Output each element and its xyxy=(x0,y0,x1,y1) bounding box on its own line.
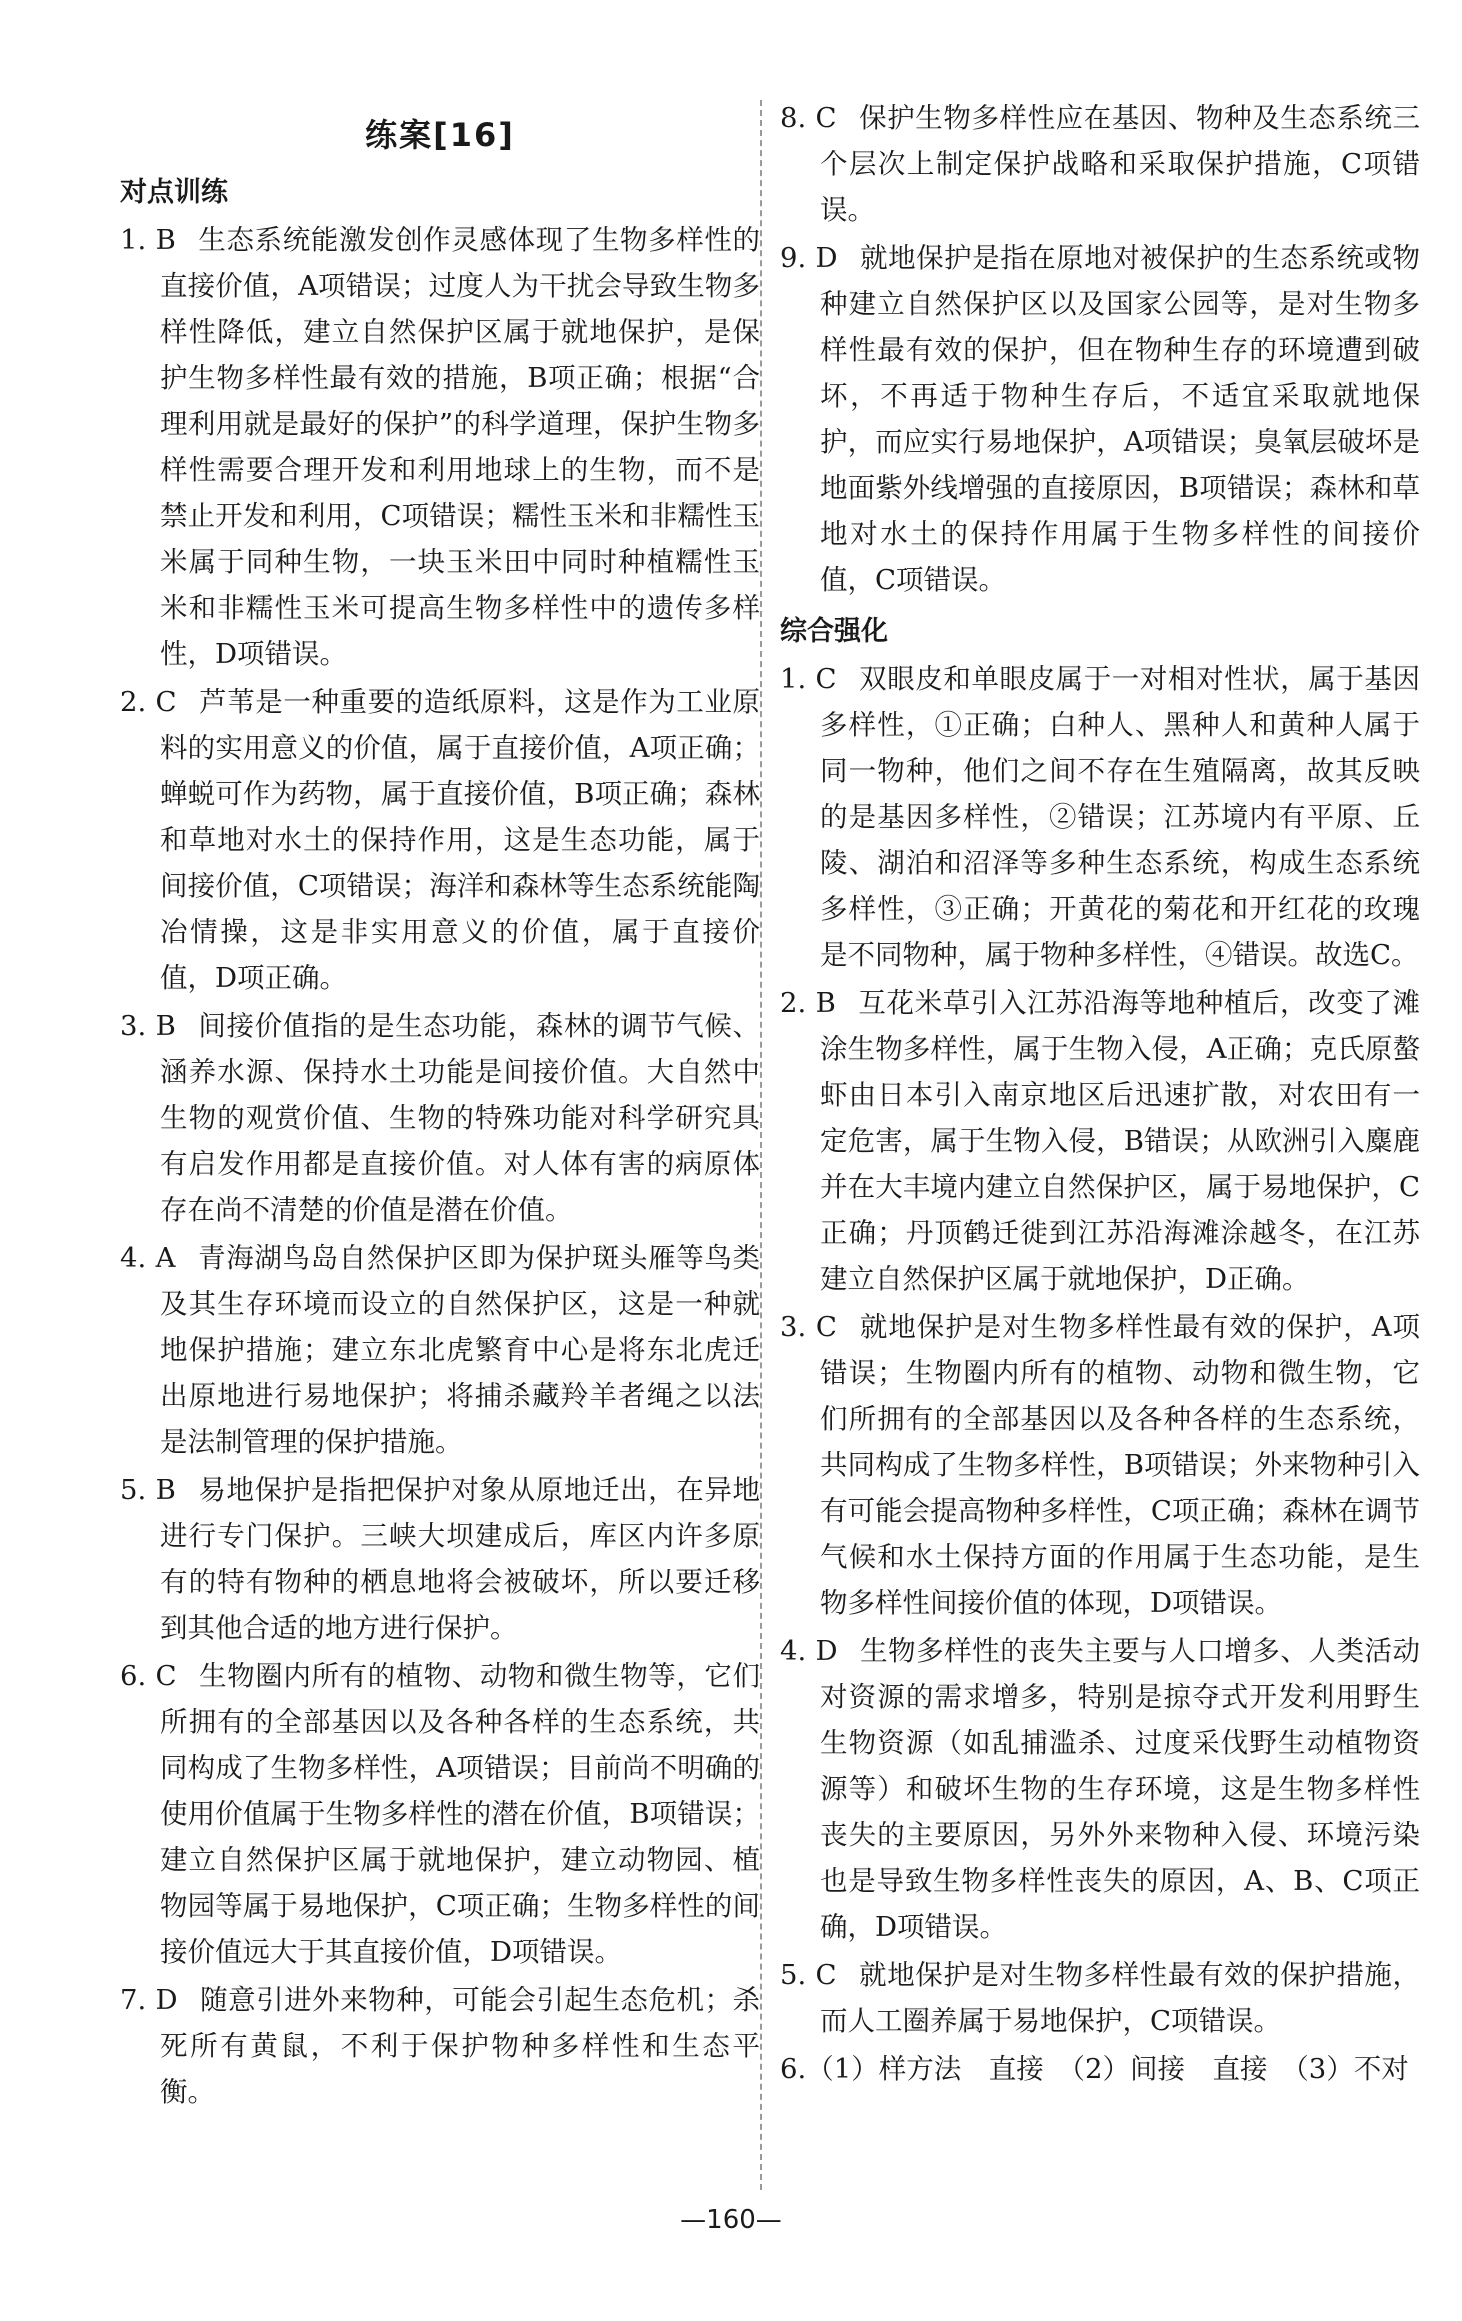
item-number: 5. C xyxy=(780,1959,837,1991)
answer-item xyxy=(120,1235,760,1465)
fill-in-answer-line: 6.（1）样方法 直接 （2）间接 直接 （3）不对 xyxy=(780,2053,1409,2085)
item-text: 就地保护是对生物多样性最有效的保护措施，而人工圈养属于易地保护，C项错误。 xyxy=(820,1959,1420,2037)
item-number: 4. A xyxy=(120,1242,176,1274)
right-column xyxy=(780,95,1420,2092)
answer-item xyxy=(120,1977,760,2115)
answer-item xyxy=(780,656,1420,978)
item-number: 4. D xyxy=(780,1635,838,1667)
section-heading-comprehensive: 综合强化 xyxy=(780,616,888,647)
item-text: 生物多样性的丧失主要与人口增多、人类活动对资源的需求增多，特别是掠夺式开发利用野生生物资源（如乱捕滥杀、过度采伐野生动植物资源等）和破坏生物的生存环境，这是生物多样性丧失的主要原因，另外外来物种入侵、环境污染也是导致生物多样性丧失的原因，A、B、C项正确，D项错误。 xyxy=(820,1635,1421,1943)
answer-item xyxy=(780,1628,1420,1950)
answer-item xyxy=(120,1003,760,1233)
item-text: 保护生物多样性应在基因、物种及生态系统三个层次上制定保护战略和采取保护措施，C项错误。 xyxy=(820,102,1420,226)
item-text: 生态系统能激发创作灵感体现了生物多样性的直接价值，A项错误；过度人为干扰会导致生物多样性降低，建立自然保护区属于就地保护，是保护生物多样性最有效的措施，B项正确；根据“合理利用就是最好的保护”的科学道理，保护生物多样性需要合理开发和利用地球上的生物，而不是禁止开发和利用，C项错误；糯性玉米和非糯性玉米属于同种生物，一块玉米田中同时种植糯性玉米和非糯性玉米可提高生物多样性中的遗传多样性，D项错误。 xyxy=(160,224,760,670)
item-number: 7. D xyxy=(120,1984,178,2016)
answer-item xyxy=(780,1304,1420,1626)
answer-item xyxy=(780,980,1420,1302)
item-text: 青海湖鸟岛自然保护区即为保护斑头雁等鸟类及其生存环境而设立的自然保护区，这是一种就地保护措施；建立东北虎繁育中心是将东北虎迁出原地进行易地保护；将捕杀藏羚羊者绳之以法是法制管理的保护措施。 xyxy=(160,1242,760,1458)
item-number: 2. B xyxy=(780,987,836,1019)
item-text: 生物圈内所有的植物、动物和微生物等，它们所拥有的全部基因以及各种各样的生态系统，共同构成了生物多样性，A项错误；目前尚不明确的使用价值属于生物多样性的潜在价值，B项错误；建立自然保护区属于就地保护，建立动物园、植物园等属于易地保护，C项正确；生物多样性的间接价值远大于其直接价值，D项错误。 xyxy=(160,1660,760,1968)
item-number: 2. C xyxy=(120,686,177,718)
answer-item xyxy=(120,679,760,1001)
answer-item xyxy=(780,235,1420,603)
page-number: —160— xyxy=(680,2205,782,2235)
answer-item xyxy=(120,217,760,677)
answer-item xyxy=(120,1467,760,1651)
item-number: 1. C xyxy=(780,663,837,695)
item-number: 9. D xyxy=(780,242,838,274)
item-number: 6. C xyxy=(120,1660,177,1692)
item-number: 5. B xyxy=(120,1474,176,1506)
answer-item xyxy=(780,1952,1420,2044)
item-number: 3. B xyxy=(120,1010,176,1042)
item-text: 间接价值指的是生态功能，森林的调节气候、涵养水源、保持水土功能是间接价值。大自然中生物的观赏价值、生物的特殊功能对科学研究具有启发作用都是直接价值。对人体有害的病原体存在尚不清楚的价值是潜在价值。 xyxy=(160,1010,760,1226)
answer-item xyxy=(120,1653,760,1975)
item-number: 8. C xyxy=(780,102,837,134)
page-title: 练案[16] xyxy=(365,116,515,154)
item-number: 1. B xyxy=(120,224,176,256)
column-divider xyxy=(760,100,762,2190)
left-column xyxy=(120,100,760,2117)
item-text: 互花米草引入江苏沿海等地种植后，改变了滩涂生物多样性，属于生物入侵，A正确；克氏原螯虾由日本引入南京地区后迅速扩散，对农田有一定危害，属于生物入侵，B错误；从欧洲引入麋鹿并在大丰境内建立自然保护区，属于易地保护，C正确；丹顶鹤迁徙到江苏沿海滩涂越冬，在江苏建立自然保护区属于就地保护，D正确。 xyxy=(820,987,1420,1295)
item-text: 双眼皮和单眼皮属于一对相对性状，属于基因多样性，①正确；白种人、黑种人和黄种人属于同一物种，他们之间不存在生殖隔离，故其反映的是基因多样性，②错误；江苏境内有平原、丘陵、湖泊和沼泽等多种生态系统，构成生态系统多样性，③正确；开黄花的菊花和开红花的玫瑰是不同物种，属于物种多样性，④错误。故选C。 xyxy=(820,663,1420,971)
item-text: 芦苇是一种重要的造纸原料，这是作为工业原料的实用意义的价值，属于直接价值，A项正确；蝉蜕可作为药物，属于直接价值，B项正确；森林和草地对水土的保持作用，这是生态功能，属于间接价值，C项错误；海洋和森林等生态系统能陶冶情操，这是非实用意义的价值，属于直接价值，D项正确。 xyxy=(160,686,760,994)
item-number: 3. C xyxy=(780,1311,837,1343)
item-text: 就地保护是对生物多样性最有效的保护，A项错误；生物圈内所有的植物、动物和微生物，它们所拥有的全部基因以及各种各样的生态系统，共同构成了生物多样性，B项错误；外来物种引入有可能会提高物种多样性，C项正确；森林在调节气候和水土保持方面的作用属于生态功能，是生物多样性间接价值的体现，D项错误。 xyxy=(820,1311,1421,1619)
answer-item xyxy=(780,95,1420,233)
item-text: 就地保护是指在原地对被保护的生态系统或物种建立自然保护区以及国家公园等，是对生物多样性最有效的保护，但在物种生存的环境遭到破坏，不再适于物种生存后，不适宜采取就地保护，而应实行易地保护，A项错误；臭氧层破坏是地面紫外线增强的直接原因，B项错误；森林和草地对水土的保持作用属于生物多样性的间接价值，C项错误。 xyxy=(820,242,1421,596)
section-heading-targeted-training: 对点训练 xyxy=(120,177,228,208)
item-text: 易地保护是指把保护对象从原地迁出，在异地进行专门保护。三峡大坝建成后，库区内许多原有的特有物种的栖息地将会被破坏，所以要迁移到其他合适的地方进行保护。 xyxy=(160,1474,760,1644)
item-text: 随意引进外来物种，可能会引起生态危机；杀死所有黄鼠，不利于保护物种多样性和生态平衡。 xyxy=(160,1984,761,2108)
